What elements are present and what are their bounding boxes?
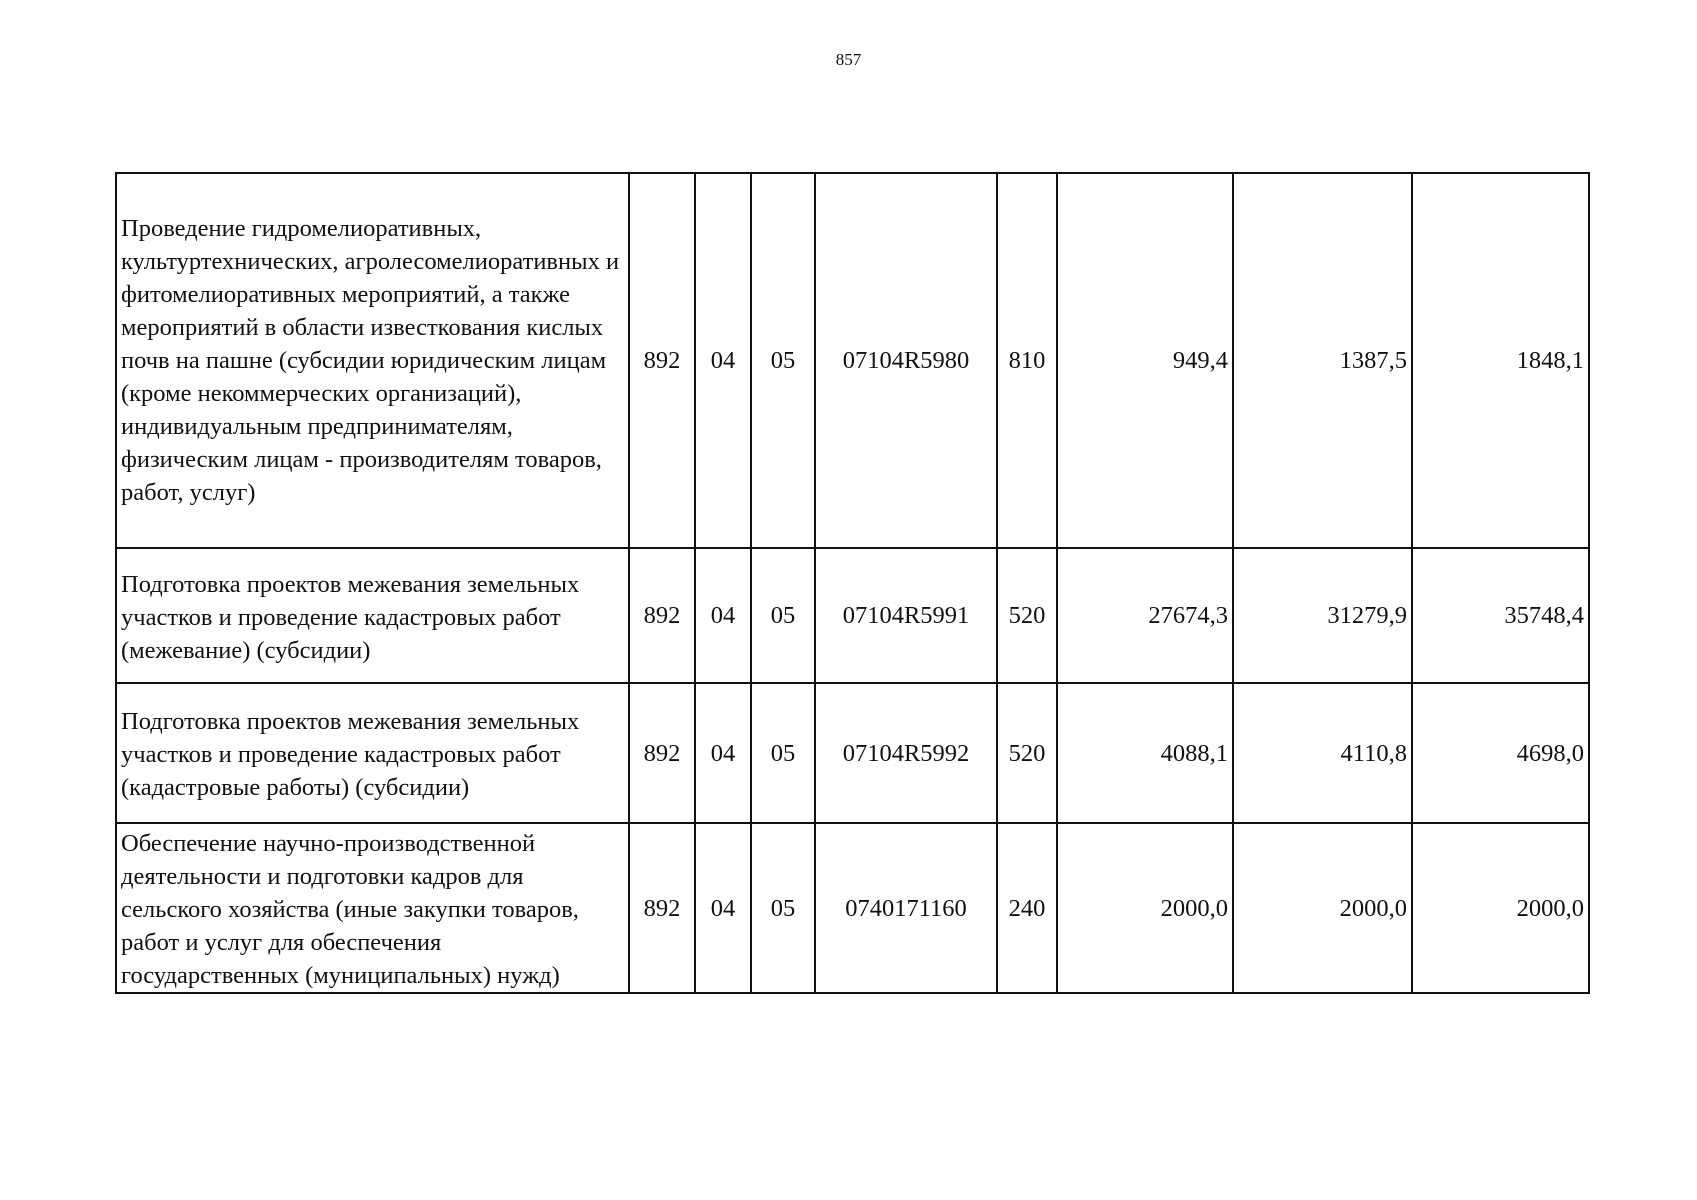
table-row: [116, 683, 1589, 823]
ministry-code: 892: [629, 173, 695, 548]
expense-type-code: 520: [997, 683, 1057, 823]
sum-year-3: 35748,4: [1412, 548, 1589, 683]
section-code: 04: [695, 173, 751, 548]
row-description: Обеспечение научно-производственной деятельности и подготовки кадров для сельского хозяйства (иные закупки товаров, работ и услуг для обеспечения государственных (муниципальных) нужд): [116, 823, 629, 993]
section-code: 04: [695, 548, 751, 683]
ministry-code: 892: [629, 823, 695, 993]
sum-year-2: 2000,0: [1233, 823, 1412, 993]
subsection-code: 05: [751, 548, 815, 683]
table-row: [116, 548, 1589, 683]
row-description: Подготовка проектов межевания земельных участков и проведение кадастровых работ (межевание) (субсидии): [116, 548, 629, 683]
budget-table: [115, 172, 1590, 994]
sum-year-2: 1387,5: [1233, 173, 1412, 548]
ministry-code: 892: [629, 548, 695, 683]
sum-year-2: 31279,9: [1233, 548, 1412, 683]
sum-year-3: 2000,0: [1412, 823, 1589, 993]
sum-year-2: 4110,8: [1233, 683, 1412, 823]
target-article-code: 07104R5980: [815, 173, 997, 548]
row-description: Проведение гидромелиоративных, культуртехнических, агролесомелиоративных и фитомелиоративных мероприятий, а также мероприятий в области известкования кислых почв на пашне (субсидии юридическим лицам (кроме некоммерческих организаций), индивидуальным предпринимателям, физическим лицам - производителям товаров, работ, услуг): [116, 173, 629, 548]
page-number: 857: [835, 50, 862, 69]
table-row: [116, 173, 1589, 548]
row-description: Подготовка проектов межевания земельных участков и проведение кадастровых работ (кадастровые работы) (субсидии): [116, 683, 629, 823]
target-article-code: 07104R5992: [815, 683, 997, 823]
section-code: 04: [695, 823, 751, 993]
subsection-code: 05: [751, 173, 815, 548]
sum-year-1: 2000,0: [1057, 823, 1233, 993]
table-row: [116, 823, 1589, 993]
expense-type-code: 240: [997, 823, 1057, 993]
ministry-code: 892: [629, 683, 695, 823]
expense-type-code: 810: [997, 173, 1057, 548]
target-article-code: 0740171160: [815, 823, 997, 993]
subsection-code: 05: [751, 823, 815, 993]
subsection-code: 05: [751, 683, 815, 823]
expense-type-code: 520: [997, 548, 1057, 683]
sum-year-1: 949,4: [1057, 173, 1233, 548]
section-code: 04: [695, 683, 751, 823]
sum-year-1: 4088,1: [1057, 683, 1233, 823]
sum-year-3: 4698,0: [1412, 683, 1589, 823]
sum-year-1: 27674,3: [1057, 548, 1233, 683]
sum-year-3: 1848,1: [1412, 173, 1589, 548]
target-article-code: 07104R5991: [815, 548, 997, 683]
